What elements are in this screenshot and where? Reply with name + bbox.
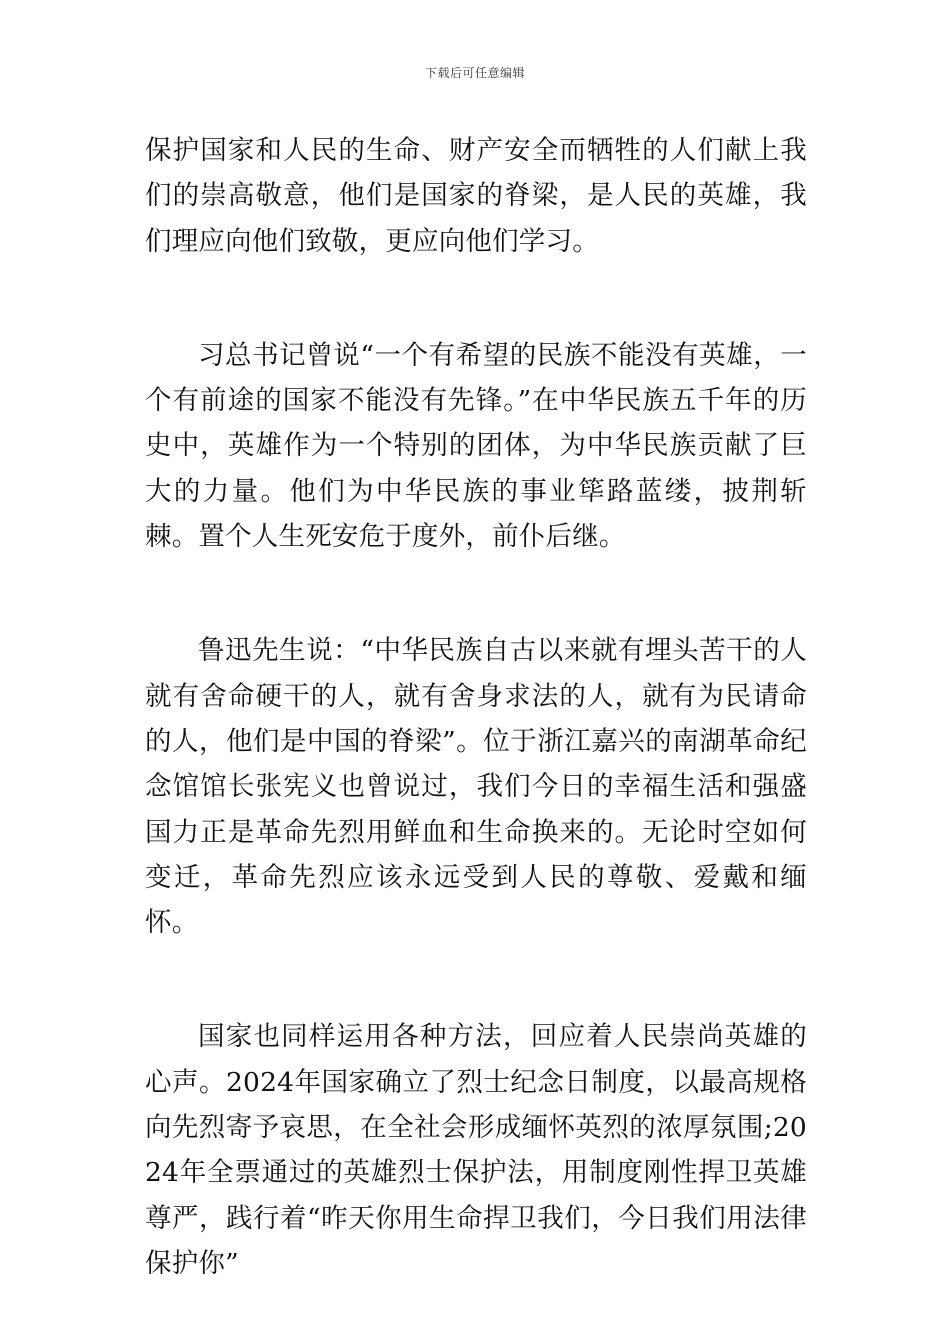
document-body: [145, 128, 807, 1286]
paragraph-2: 习总书记曾说“一个有希望的民族不能没有英雄，一个有前途的国家不能没有先锋。”在中华民族五千年的历史中，英雄作为一个特别的团体，为中华民族贡献了巨大的力量。他们为中华民族的事业筚路蓝缕，披荆斩棘。置个人生死安危于度外，前仆后继。: [145, 339, 807, 553]
page-header-note: 下载后可任意编辑: [424, 66, 525, 80]
paragraph-3: 鲁迅先生说：“中华民族自古以来就有埋头苦干的人就有舍命硬干的人，就有舍身求法的人，就有为民请命的人，他们是中国的脊梁”。位于浙江嘉兴的南湖革命纪念馆馆长张宪义也曾说过，我们今日的幸福生活和强盛国力正是革命先烈用鲜血和生命换来的。无论时空如何变迁，革命先烈应该永远受到人民的尊敬、爱戴和缅怀。: [145, 635, 807, 939]
paragraph-4: 国家也同样运用各种方法，回应着人民崇尚英雄的心声。2024年国家确立了烈士纪念日制度，以最高规格向先烈寄予哀思，在全社会形成缅怀英烈的浓厚氛围;2024年全票通过的英雄烈士保护法，用制度刚性捍卫英雄尊严，践行着“昨天你用生命捍卫我们，今日我们用法律保护你”: [145, 1021, 807, 1279]
paragraph-1: 保护国家和人民的生命、财产安全而牺牲的人们献上我们的崇高敬意，他们是国家的脊梁，是人民的英雄，我们理应向他们致敬，更应向他们学习。: [145, 135, 807, 257]
